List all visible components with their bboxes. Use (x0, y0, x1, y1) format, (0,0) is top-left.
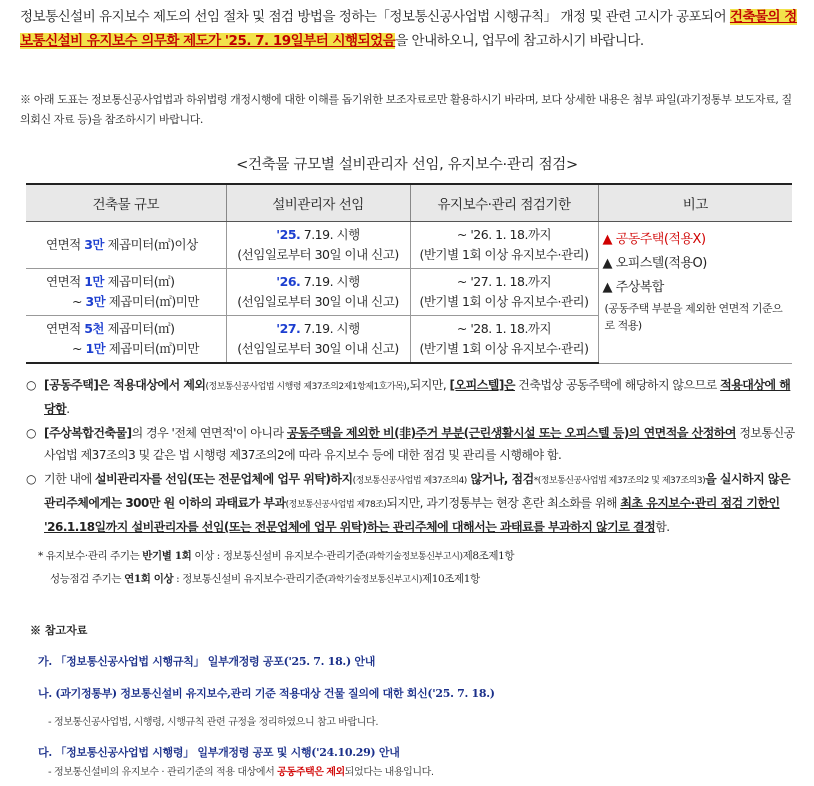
bullet-text: 점검 (511, 472, 534, 486)
reference-link-a[interactable]: 가. 「정보통신공사업법 시행규칙」 일부개정령 공포('25. 7. 18.) 안내 (38, 655, 376, 668)
appointment-sub: (선임일로부터 30일 이내 신고) (237, 247, 399, 262)
bullet-text: 함. (655, 520, 670, 534)
header-scale: 건축물 규모 (26, 184, 226, 222)
inspection-deadline: ~ '27. 1. 18.까지 (456, 274, 552, 289)
header-appointment: 설비관리자 선임 (226, 184, 410, 222)
appointment-date: 7.19. 시행 (300, 227, 360, 242)
appointment-date: 7.19. 시행 (300, 274, 360, 289)
header-remarks: 비고 (598, 184, 792, 222)
footnote-text: (과학기술정보통신부고시) (365, 552, 463, 562)
bullet-text: 을 실시하지 않은 관리주체에게는 300만 원 이하의 과태료가 부과 (44, 472, 791, 510)
desc-text: - 정보통신설비의 유지보수 · 관리기준의 적용 대상에서 (48, 767, 278, 778)
bullet-text: 건축법상 공동주택에 해당하지 않으므로 (514, 378, 721, 392)
footnote-text: 제8조제1항 (462, 550, 515, 562)
scale-unit-upper: 제곱미터(㎡)미만 (105, 341, 199, 356)
appointment-date: 7.19. 시행 (300, 321, 360, 336)
footnote-text: : 정보통신설비 유지보수·관리기준 (173, 573, 325, 585)
cycle-footnote (38, 545, 798, 591)
desc-text: 되었다는 내용입니다. (344, 767, 434, 778)
bullet-text: 적용대상에 해당함 (44, 378, 791, 416)
scale-cell (26, 222, 226, 269)
footnote-text: 반기별 1회 (142, 550, 192, 562)
bullet-marker: ○ (26, 472, 36, 486)
appointment-cell (226, 316, 410, 364)
footnote-text: 이상 : 정보통신설비 유지보수·관리기준 (191, 550, 366, 562)
appointment-cell (226, 222, 410, 269)
bullet-marker: ○ (26, 378, 36, 392)
footnote-line-1 (38, 545, 798, 568)
inspection-cell (410, 222, 598, 269)
remark-officetel: ▲ 오피스텔(적용O) (602, 256, 707, 271)
scale-unit-upper: 제곱미터(㎡)미만 (105, 294, 199, 309)
scale-unit: 제곱미터(㎡)이상 (103, 237, 198, 252)
bullet-marker: ○ (26, 426, 36, 440)
scale-text: 연면적 (46, 237, 85, 252)
scale-number: 1만 (84, 274, 104, 289)
scale-number-upper: 3만 (85, 294, 106, 309)
reference-desc-c (48, 763, 434, 778)
footnote-text: (과학기술정보통신부고시) (324, 575, 422, 585)
appointment-sub: (선임일로부터 30일 이내 신고) (237, 294, 399, 309)
header-inspection: 유지보수·관리 점검기한 (410, 184, 598, 222)
inspection-cell (410, 269, 598, 316)
bullet-text: 정보통신공사업법 제37조의3 및 같은 법 시행령 제37조의2에 따라 유지보수 등에 대한 점검 및 관리를 시행해야 함. (44, 426, 795, 462)
inspection-sub: (반기별 1회 이상 유지보수·관리) (419, 247, 589, 262)
bullet-text: 의 경우 '전체 연면적'이 아니라 (131, 426, 287, 440)
bullet-text: 되지만, 과기정통부는 현장 혼란 최소화를 위해 (386, 496, 621, 510)
bullet-list (26, 374, 801, 540)
appointment-year: '27. (276, 321, 301, 336)
desc-emphasis: 공동주택은 (277, 767, 324, 778)
table-row (26, 222, 792, 269)
bullet-text: 않거나, (466, 472, 512, 486)
scale-cell: 연면적 5천 제곱미터(㎡) ~ 1만 제곱미터(㎡)미만 (26, 316, 226, 364)
bullet-penalty (26, 468, 801, 538)
inspection-sub: (반기별 1회 이상 유지보수·관리) (419, 294, 589, 309)
law-ref: (정보통신공사업법 제37조의4) (352, 476, 467, 486)
appointment-year: '25. (276, 227, 301, 242)
appointment-cell (226, 269, 410, 316)
bullet-text: 공동주택을 제외한 비(非)주거 부분(근린생활시설 또는 오피스텔 등)의 연면적을 산정하여 (286, 426, 736, 440)
table-header-row (26, 184, 792, 222)
intro-text-1: 정보통신설비 유지보수 제도의 선임 절차 및 점검 방법을 정하는「정보통신공사업법 시행규칙」 개정 및 관련 고시가 공포되어 (20, 9, 730, 25)
scale-text: 연면적 (46, 321, 85, 336)
remark-apartment: ▲ 공동주택(적용X) (602, 232, 706, 247)
inspection-deadline: ~ '28. 1. 18.까지 (456, 321, 552, 336)
intro-paragraph (20, 5, 800, 53)
reference-desc-b: - 정보통신공사업법, 시행령, 시행규칙 관련 규정을 정리하였으니 참고 바랍니다. (48, 717, 379, 728)
footnote-text: 제10조제1항 (421, 573, 480, 585)
inspection-deadline: ~ '26. 1. 18.까지 (456, 227, 552, 242)
footnote-line-2 (38, 568, 798, 591)
appointment-sub: (선임일로부터 30일 이내 신고) (237, 341, 399, 356)
remarks-cell (598, 222, 792, 364)
scale-number: 5천 (84, 321, 104, 336)
inspection-cell (410, 316, 598, 364)
bullet-text: 설비관리자를 선임(또는 전문업체에 업무 위탁)하지 (95, 472, 353, 486)
appointment-year: '26. (276, 274, 301, 289)
intro-text-2: 을 안내하오니, 업무에 참고하시기 바랍니다. (395, 33, 644, 49)
bullet-text: [공동주택]은 적용대상에서 제외 (44, 378, 206, 392)
building-scale-table (26, 183, 792, 364)
scale-unit: 제곱미터(㎡) (103, 321, 175, 336)
remark-mixed-use: ▲ 주상복합 (602, 280, 664, 295)
bullet-text: [주상복합건축물] (44, 426, 132, 440)
scale-unit: 제곱미터(㎡) (103, 274, 175, 289)
desc-emphasis: 제외 (326, 767, 345, 778)
law-ref: *(정보통신공사업법 제37조의2 및 제37조의3) (533, 476, 706, 486)
scale-number: 3만 (84, 237, 104, 252)
footnote-text: 연1회 이상 (124, 573, 174, 585)
footnote-text: * 유지보수·관리 주기는 (38, 550, 143, 562)
intro-highlight: 건축물의 정보통신설비 유지보수 의무화 제도가 '25. 7. 19일부터 시행되었음 (20, 9, 797, 49)
bullet-text: [오피스텔]은 (449, 378, 515, 392)
scale-text: 연면적 (46, 274, 85, 289)
inspection-sub: (반기별 1회 이상 유지보수·관리) (419, 341, 589, 356)
reference-link-c[interactable]: 다. 「정보통신공사업법 시행령」 일부개정령 공포 및 시행('24.10.29) 안내 (38, 746, 400, 759)
bullet-text: 기한 내에 (44, 472, 95, 486)
scale-number-upper: 1만 (85, 341, 106, 356)
scale-cell: 연면적 1만 제곱미터(㎡) ~ 3만 제곱미터(㎡)미만 (26, 269, 226, 316)
reference-link-b[interactable]: 나. (과기정통부) 정보통신설비 유지보수,관리 기준 적용대상 건물 질의에 대한 회신('25. 7. 18.) (38, 687, 495, 700)
law-ref: (정보통신공사업법 시행령 제37조의2제1항제1호가목) (205, 382, 407, 392)
bullet-text: ,되지만, (406, 378, 450, 392)
references-title: ※ 참고자료 (30, 624, 88, 637)
law-ref: (정보통신공사업법 제78조) (285, 500, 387, 510)
table-title: <건축물 규모별 설비관리자 선임, 유지보수·관리 점검> (236, 157, 578, 173)
remark-mixed-use-note: (공동주택 부분을 제외한 연면적 기준으로 적용) (604, 302, 783, 332)
bullet-text: . (66, 402, 70, 416)
reference-note: ※ 아래 도표는 정보통신공사업법과 하위법령 개정시행에 대한 이해를 돕기위한 보조자료로만 활용하시기 바라며, 보다 상세한 내용은 첨부 파일(과기정통부 보도자료, 질의회신 자료 등)을 참조하시기 바랍니다. (20, 93, 792, 126)
footnote-text: 성능점검 주기는 (50, 573, 125, 585)
bullet-apartment (26, 374, 801, 420)
bullet-mixed-use (26, 422, 801, 466)
bullet-text: 최초 유지보수·관리 점검 기한인 '26.1.18일까지 설비관리자를 선임(또는 전문업체에 업무 위탁)하는 관리주체에 대해서는 과태료를 부과하지 않기로 결정 (44, 496, 780, 534)
